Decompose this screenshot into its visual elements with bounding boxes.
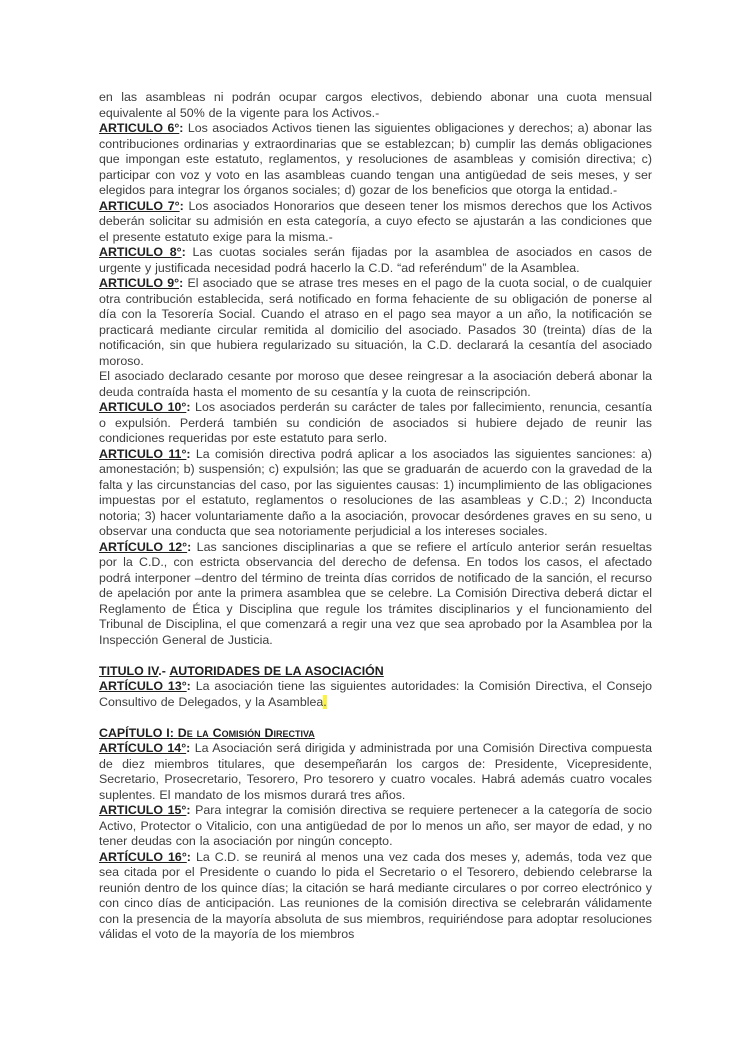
paragraph: en las asambleas ni podrán ocupar cargos electivos, debiendo abonar una cuota mensual equivalente al 50% de la vigente para los Activos.- <box>99 90 652 120</box>
article-text: Las cuotas sociales serán fijadas por la asamblea de asociados en casos de urgente y justificada necesidad podrá hacerlo la C.D. “ad referéndum” de la Asamblea. <box>99 245 652 275</box>
article-colon: : <box>179 198 184 213</box>
article-paragraph <box>99 850 652 943</box>
article-colon: : <box>186 400 191 414</box>
article-text: La Asociación será dirigida y administrada por una Comisión Directiva compuesta de diez miembros titulares, que desempeñarán los cargos de: Presidente, Vicepresidente, Secretario, Prosecretario, Tesorero, Pro tesorero y cuatro vocales. Habrá además cuatro vocales suplentes. El mandato de los mismos durará tres años. <box>99 741 652 802</box>
article-text: Las sanciones disciplinarias a que se refiere el artículo anterior serán resueltas por la C.D., con estricta observancia del derecho de defensa. En todos los casos, el afectado podrá interponer –dentro del término de treinta días corridos de notificado de la sanción, el recurso de apelación por ante la primera asamblea que se celebre. La Comisión Directiva deberá dictar el Reglamento de Ética y Disciplina que regule los trámites disciplinarios y el funcionamiento del Tribunal de Disciplina, el que comenzará a regir una vez que sea aprobado por la Asamblea por la Inspección General de Justicia. <box>99 539 652 647</box>
article-text: El asociado que se atrase tres meses en el pago de la cuota social, o de cualquier otra contribución establecida, será notificado en forma fehaciente de su obligación de ponerse al día con la Tesorería Social. Cuando el atraso en el pago sea mayor a un año, la notificación se practicará mediante circular remitida al domicilio del asociado. Pasados 30 (treinta) días de la notificación, sin que hubiera regularizado su situación, la C.D. declarará la cesantía del asociado moroso. <box>99 276 652 368</box>
article-label: ARTICULO 10° <box>99 400 187 414</box>
chapter-heading <box>99 726 652 742</box>
article-colon: : <box>186 679 191 693</box>
article-label: ARTICULO 8° <box>99 245 182 259</box>
article-colon: : <box>186 803 191 817</box>
article-paragraph <box>99 803 652 850</box>
article-colon: : <box>186 849 191 864</box>
article-label: ARTICULO 9° <box>99 276 180 290</box>
article-colon: : <box>186 446 191 461</box>
blank-line <box>99 710 652 726</box>
article-label: ARTICULO 7° <box>99 198 180 213</box>
article-colon: : <box>179 121 184 135</box>
article-paragraph <box>99 245 652 276</box>
article-text: La comisión directiva podrá aplicar a los asociados las siguientes sanciones: a) amonestación; b) suspensión; c) expulsión; las que se graduarán de acuerdo con la gravedad de la falta y las circunstancias del caso, por las siguientes causas: 1) incumplimiento de las obligaciones impuestas por el estatuto, reglamentos o resoluciones de las asambleas y C.D.; 2) Inconducta notoria; 3) hacer voluntariamente daño a la asociación, provocar desórdenes graves en su seno, u observar una conducta que sea notoriamente perjudicial a los intereses sociales. <box>99 446 652 538</box>
article-paragraph <box>99 679 652 710</box>
section-title <box>99 664 652 680</box>
article-label: ARTÍCULO 13° <box>99 679 187 693</box>
article-text: La asociación tiene las siguientes autoridades: la Comisión Directiva, el Consejo Consultivo de Delegados, y la Asamblea <box>99 679 652 709</box>
article-colon: : <box>187 539 192 554</box>
section-title-segment: AUTORIDADES DE LA ASOCIACIÓN <box>169 663 384 678</box>
article-paragraph <box>99 121 652 199</box>
document-page <box>99 90 652 943</box>
article-paragraph <box>99 741 652 803</box>
chapter-number: CAPÍTULO I: <box>99 725 178 740</box>
article-text: Los asociados Activos tienen las siguientes obligaciones y derechos; a) abonar las contribuciones ordinarias y extraordinarias que se establezcan; b) cumplir las demás obligaciones que impongan este estatuto, reglamentos, y resoluciones de asambleas y comisión directiva; c) participar con voz y voto en las asambleas cuando tengan una antigüedad de seis meses, y ser elegidos para integrar los órganos sociales; d) gozar de los beneficios que otorga la entidad.- <box>99 121 652 197</box>
article-paragraph <box>99 199 652 246</box>
article-label: ARTÍCULO 12° <box>99 539 188 554</box>
section-title-segment: .- <box>158 663 170 678</box>
chapter-name: De la Comisión Directiva <box>177 725 315 740</box>
article-colon: : <box>179 276 184 290</box>
article-paragraph <box>99 400 652 447</box>
article-paragraph <box>99 540 652 649</box>
article-label: ARTÍCULO 16° <box>99 849 187 864</box>
section-title-segment: TITULO IV <box>99 663 159 678</box>
highlighted-text: . <box>323 694 327 709</box>
article-text: Los asociados Honorarios que deseen tener los mismos derechos que los Activos deberán solicitar su admisión en esta categoría, a cuyo efecto se ajustarán a las condiciones que el presente estatuto exige para la misma.- <box>99 198 652 244</box>
article-colon: : <box>186 741 191 755</box>
blank-line <box>99 648 652 664</box>
article-label: ARTÍCULO 14° <box>99 741 187 755</box>
article-paragraph <box>99 276 652 369</box>
article-paragraph <box>99 447 652 540</box>
article-text: Los asociados perderán su carácter de tales por fallecimiento, renuncia, cesantía o expulsión. Perderá también su condición de asociados si hubiere dejado de reunir las condiciones requeridas por este estatuto para serlo. <box>99 400 652 445</box>
article-text: Para integrar la comisión directiva se requiere pertenecer a la categoría de socio Activo, Protector o Vitalicio, con una antigüedad de por lo menos un año, ser mayor de edad, y no tener deudas con la asociación por ningún concepto. <box>99 803 652 848</box>
article-label: ARTICULO 15° <box>99 803 187 817</box>
article-colon: : <box>181 245 186 259</box>
article-text: La C.D. se reunirá al menos una vez cada dos meses y, además, toda vez que sea citada por el Presidente o cuando lo pida el Secretario o el Tesorero, debiendo celebrarse la reunión dentro de los quince días; la citación se hará mediante circulares o por correo electrónico y con cinco días de anticipación. Las reuniones de la comisión directiva se celebrarán válidamente con la presencia de la mayoría absoluta de sus miembros, requiriéndose para adoptar resoluciones válidas el voto de la mayoría de los miembros <box>99 849 652 941</box>
article-label: ARTICULO 11° <box>99 446 187 461</box>
article-label: ARTICULO 6° <box>99 121 180 135</box>
paragraph: El asociado declarado cesante por moroso que desee reingresar a la asociación deberá abonar la deuda contraída hasta el momento de su cesantía y la cuota de reinscripción. <box>99 369 652 399</box>
